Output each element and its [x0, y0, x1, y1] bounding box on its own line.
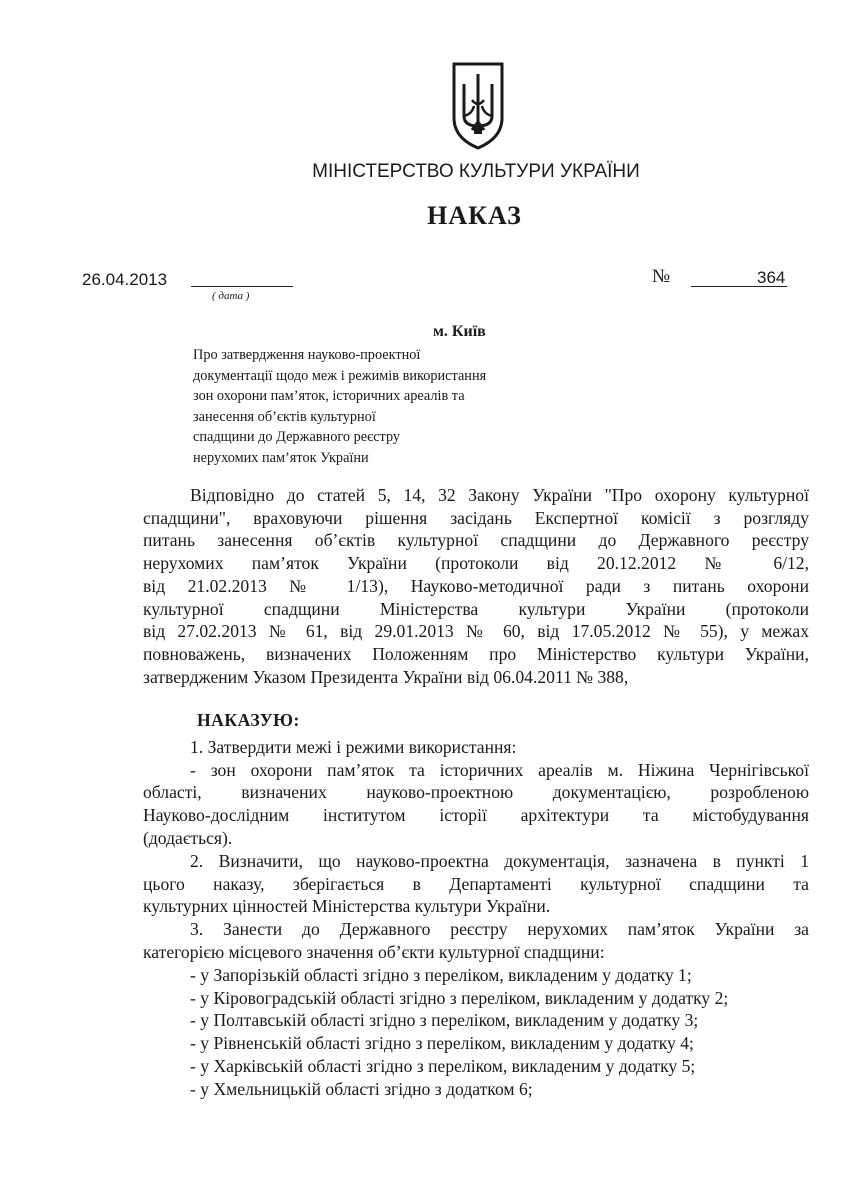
preamble-line: культурної спадщини Міністерства культури України (протоколи [143, 598, 809, 619]
order-item-3 [143, 918, 809, 963]
item-line: 3. Занести до Державного реєстру нерухомих пам’яток України за [190, 919, 809, 939]
preamble-line: від 21.02.2013 № 1/13), Науково-методичної ради з питань охорони [143, 575, 809, 596]
item-line: культурних цінностей Міністерства культури України. [143, 896, 551, 917]
city: м. Київ [433, 323, 486, 340]
item-line: цього наказу, зберігається в Департаменті культурної спадщини та [143, 873, 809, 894]
date-underline [191, 286, 293, 287]
order-heading: НАКАЗУЮ: [197, 710, 300, 730]
subject-line: зон охорони пам’яток, історичних ареалів та [193, 388, 465, 404]
item-title: 1. Затвердити межі і режими використання: [190, 737, 517, 757]
preamble-paragraph [143, 484, 809, 688]
item-line: області, визначених науково-проектною документацією, розробленою [143, 782, 809, 803]
list-item: - у Хмельницькій області згідно з додатком 6; [190, 1078, 533, 1099]
item-line: Науково-дослідним інститутом історії архітектури та містобудування [143, 805, 809, 826]
item-line: - зон охорони пам’яток та історичних ареалів м. Ніжина Чернігівської [190, 759, 809, 780]
preamble-line: спадщини", враховуючи рішення засідань Експертної комісії з розгляду [143, 507, 809, 528]
document-type-title: НАКАЗ [427, 201, 522, 230]
subject-line: Про затвердження науково-проектної [193, 347, 421, 363]
list-item: - у Кіровоградській області згідно з переліком, викладеним у додатку 2; [190, 987, 729, 1008]
date-caption: ( дата ) [212, 290, 250, 302]
item-line: категорією місцевого значення об’єкти культурної спадщини: [143, 941, 605, 962]
list-item: - у Запорізькій області згідно з переліком, викладеним у додатку 1; [190, 965, 692, 985]
order-subject [193, 345, 533, 468]
region-list [143, 964, 809, 1100]
list-item: - у Харківській області згідно з переліком, викладеним у додатку 5; [190, 1055, 696, 1076]
subject-line: занесення об’єктів культурної [193, 408, 376, 425]
preamble-line: Відповідно до статей 5, 14, 32 Закону України "Про охорону культурної [190, 485, 809, 505]
preamble-line: питань занесення об’єктів культурної спадщини до Державного реєстру [143, 530, 809, 551]
order-item-2 [143, 850, 809, 918]
ministry-name: МІНІСТЕРСТВО КУЛЬТУРИ УКРАЇНИ [312, 161, 640, 182]
preamble-line: повноважень, визначених Положенням про Міністерство культури України, [143, 643, 809, 664]
item-line: (додається). [143, 827, 233, 848]
order-date: 26.04.2013 [82, 270, 168, 289]
order-number: 364 [757, 268, 786, 287]
order-item-1 [143, 736, 809, 850]
item-line: 2. Визначити, що науково-проектна документація, зазначена в пункті 1 [190, 851, 809, 871]
coat-of-arms-icon [450, 60, 506, 150]
list-item: - у Рівненській області згідно з переліком, викладеним у додатку 4; [190, 1033, 694, 1054]
list-item: - у Полтавській області згідно з переліком, викладеним у додатку 3; [190, 1010, 699, 1031]
preamble-line: нерухомих пам’яток України (протоколи від 20.12.2012 № 6/12, [143, 553, 809, 574]
preamble-line: затвердженим Указом Президента України від 06.04.2011 № 388, [143, 666, 629, 687]
preamble-line: від 27.02.2013 № 61, від 29.01.2013 № 60, від 17.05.2012 № 55), у межах [143, 621, 809, 642]
number-sign: № [652, 266, 671, 287]
subject-line: спадщини до Державного реєстру [193, 429, 401, 445]
subject-line: документації щодо меж і режимів використання [193, 367, 487, 384]
subject-line: нерухомих пам’яток України [193, 449, 369, 466]
